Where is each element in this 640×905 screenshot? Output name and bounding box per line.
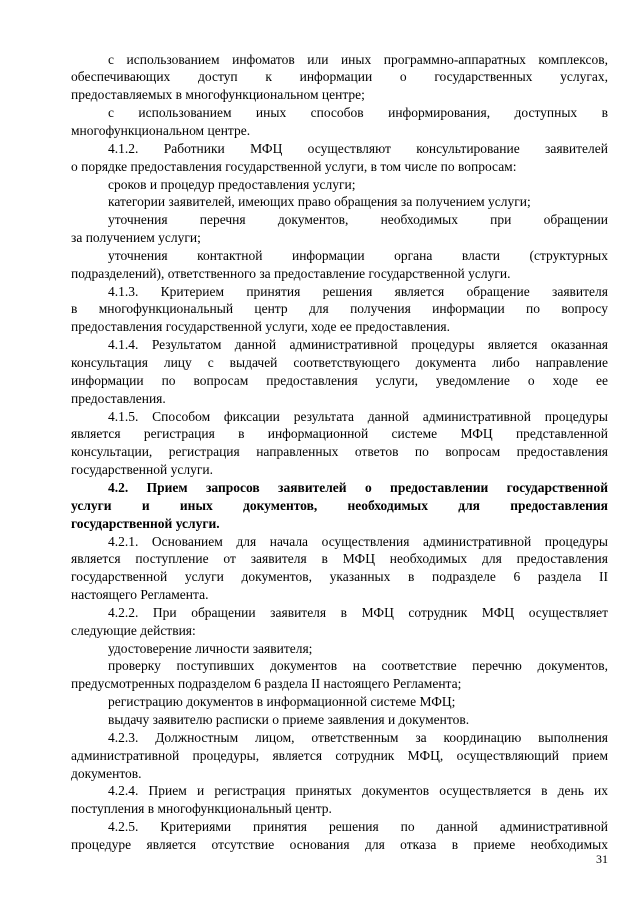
- text-line: настоящего Регламента.: [71, 587, 209, 602]
- text-line: следующие действия:: [71, 622, 196, 638]
- text-line: сроков и процедур предоставления услуги;: [108, 176, 356, 192]
- page-number: 31: [596, 852, 608, 866]
- text-line: за получением услуги;: [71, 230, 201, 245]
- text-line: 4.1.5. Способом фиксации результата данной административной процедуры: [108, 408, 608, 424]
- text-line: проверку поступивших документов на соответствие перечню документов,: [108, 658, 608, 674]
- text-line: предусмотренных подразделом 6 раздела II настоящего Регламента;: [71, 676, 462, 692]
- text-line: многофункциональном центре.: [71, 122, 251, 138]
- text-line: выдачу заявителю расписки о приеме заявления и документов.: [108, 712, 470, 727]
- text-line: государственной услуги.: [71, 462, 213, 478]
- text-line: 4.2. Прием запросов заявителей о предоставлении государственной: [108, 479, 608, 495]
- text-line: консультации, регистрация направленных ответов по вопросам предоставления: [71, 444, 608, 460]
- text-line: является регистрация в информационной системе МФЦ представленной: [71, 426, 608, 442]
- text-line: является поступление от заявителя в МФЦ необходимых для предоставления: [71, 551, 608, 567]
- text-line: с использованием иных способов информирования, доступных в: [108, 105, 608, 121]
- text-line: обеспечивающих доступ к информации о государственных услугах,: [71, 69, 608, 85]
- text-line: категории заявителей, имеющих право обращения за получением услуги;: [108, 194, 531, 210]
- text-line: 4.1.2. Работники МФЦ осуществляют консультирование заявителей: [108, 140, 608, 156]
- text-line: государственной услуги документов, указанных в подразделе 6 раздела II: [71, 569, 608, 585]
- text-line: административной процедуры, является сотрудник МФЦ, осуществляющий прием: [71, 747, 608, 763]
- text-line: поступления в многофункциональный центр.: [71, 801, 332, 817]
- text-line: 4.2.5. Критериями принятия решения по данной административной: [108, 819, 608, 835]
- text-line: подразделений), ответственного за предоставление государственной услуги.: [71, 265, 511, 281]
- text-line: документов.: [71, 765, 142, 781]
- text-line: удостоверение личности заявителя;: [108, 640, 313, 656]
- text-line: 4.2.1. Основанием для начала осуществления административной процедуры: [108, 533, 608, 549]
- text-line: предоставления.: [71, 390, 166, 406]
- text-line: уточнения контактной информации органа власти (структурных: [108, 247, 608, 263]
- text-line: уточнения перечня документов, необходимых при обращении: [108, 212, 608, 228]
- text-line: 4.2.3. Должностным лицом, ответственным за координацию выполнения: [108, 729, 608, 745]
- text-line: консультация лицу с выдачей соответствующего документа либо направление: [71, 355, 608, 370]
- text-line: 4.1.3. Критерием принятия решения является обращение заявителя: [108, 283, 608, 299]
- text-line: предоставляемых в многофункциональном центре;: [71, 87, 365, 103]
- text-line: 4.2.2. При обращении заявителя в МФЦ сотрудник МФЦ осуществляет: [108, 604, 608, 620]
- text-line: 4.2.4. Прием и регистрация принятых документов осуществляется в день их: [108, 783, 608, 799]
- text-line: процедуре является отсутствие основания для отказа в приеме необходимых: [71, 836, 608, 852]
- text-line: услуги и иных документов, необходимых для предоставления: [71, 497, 608, 513]
- text-line: с использованием инфоматов или иных программно-аппаратных комплексов,: [108, 51, 608, 67]
- text-line: государственной услуги.: [71, 515, 220, 531]
- text-line: регистрацию документов в информационной системе МФЦ;: [108, 694, 456, 710]
- text-line: в многофункциональный центр для получения информации по вопросу: [71, 301, 608, 317]
- text-line: информации по вопросам предоставления услуги, уведомление о ходе ее: [71, 372, 608, 388]
- text-line: 4.1.4. Результатом данной административной процедуры является оказанная: [108, 337, 608, 353]
- text-line: о порядке предоставления государственной услуги, в том числе по вопросам:: [71, 158, 517, 174]
- text-line: предоставления государственной услуги, ходе ее предоставления.: [71, 319, 451, 335]
